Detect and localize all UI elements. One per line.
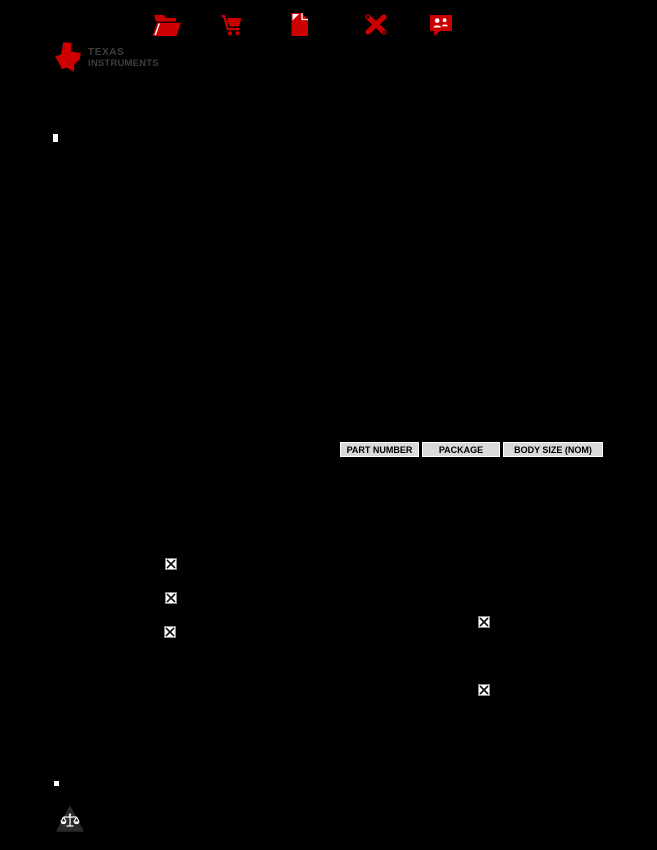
- device-info-table-header: [340, 442, 603, 457]
- text-fragment: [54, 781, 59, 786]
- support-community-icon[interactable]: [429, 13, 453, 37]
- image-placeholder-icon: [165, 558, 177, 570]
- ti-logo-line2: INSTRUMENTS: [88, 58, 159, 69]
- table-header-body-size: BODY SIZE (NOM): [503, 442, 603, 457]
- ti-logo-line1: TEXAS: [88, 47, 125, 58]
- shopping-cart-icon[interactable]: [220, 13, 243, 36]
- image-placeholder-icon: [164, 626, 176, 638]
- image-placeholder-icon: [478, 616, 490, 628]
- ti-logo-mark-icon[interactable]: [54, 41, 82, 74]
- image-placeholder-icon: [478, 684, 490, 696]
- folder-open-icon[interactable]: [152, 12, 182, 37]
- image-placeholder-icon: [165, 592, 177, 604]
- ti-logo-wordmark[interactable]: [88, 47, 159, 69]
- table-header-part-number: PART NUMBER: [340, 442, 419, 457]
- tools-icon[interactable]: [364, 13, 388, 36]
- table-header-package: PACKAGE: [422, 442, 500, 457]
- text-fragment: [53, 134, 58, 142]
- document-icon[interactable]: [290, 12, 309, 37]
- scales-warning-triangle-icon: [56, 806, 84, 832]
